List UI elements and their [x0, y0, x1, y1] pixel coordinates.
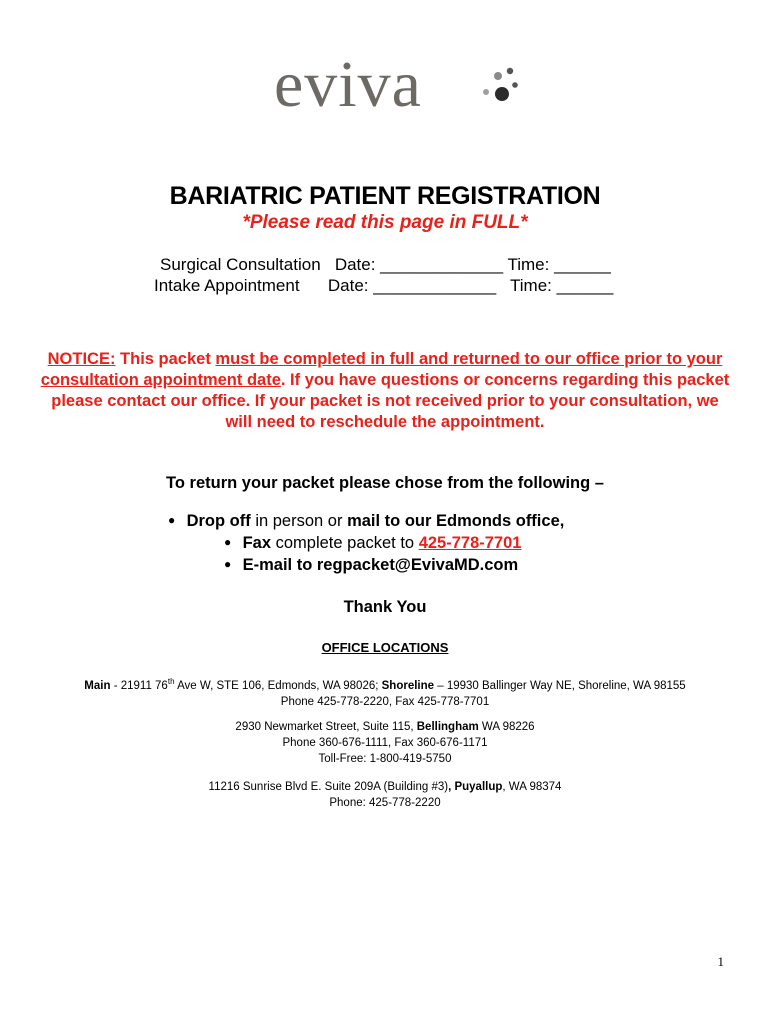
bellingham-address-a: 2930 Newmarket Street, Suite 115,	[235, 721, 417, 733]
puyallup-address	[0, 779, 770, 795]
intake-appointment-row: Intake Appointment Date: _____________ Time: ______	[154, 276, 614, 295]
puyallup-address-b: , WA 98374	[502, 781, 562, 793]
fax-label: Fax	[242, 534, 272, 552]
notice-label: NOTICE:	[47, 350, 116, 368]
main-address-sup: th	[167, 677, 175, 686]
bullet-icon: ●	[224, 557, 232, 571]
bellingham-phone: Phone 360-676-1111, Fax 360-676-1171	[282, 737, 488, 749]
puyallup-phone: Phone: 425-778-2220	[329, 797, 441, 809]
bullet-icon: ●	[168, 513, 176, 527]
email-instruction[interactable]: E-mail to regpacket@EvivaMD.com	[242, 556, 519, 574]
shoreline-label: Shoreline	[381, 679, 435, 692]
mail-label: mail to our Edmonds office,	[347, 512, 565, 530]
fax-phone-link[interactable]: 425-778-7701	[418, 534, 522, 552]
main-office-block	[0, 674, 770, 710]
bellingham-address	[0, 719, 770, 735]
puyallup-label: , Puyallup	[448, 781, 503, 793]
puyallup-office-block	[0, 779, 770, 811]
list-item	[224, 556, 518, 575]
eviva-logo	[268, 48, 528, 127]
notice-text-1: This packet	[115, 350, 216, 368]
logo-dots-icon	[468, 52, 528, 127]
notice-text-underlined: must be completed in full and returned to our office prior to your consultation appointment date	[40, 350, 723, 389]
main-office-address	[0, 674, 770, 694]
thank-you-text: Thank You	[343, 598, 427, 616]
bullet-icon: ●	[224, 535, 232, 549]
list-item	[168, 512, 564, 531]
surgical-consultation-row: Surgical Consultation Date: _____________ Time: ______	[160, 255, 611, 274]
main-office-phone: Phone 425-778-2220, Fax 425-778-7701	[280, 695, 490, 708]
page-subtitle: *Please read this page in FULL*	[242, 212, 528, 233]
bellingham-label: Bellingham	[416, 721, 479, 733]
page-title: BARIATRIC PATIENT REGISTRATION	[169, 182, 601, 210]
list-item	[224, 534, 521, 553]
shoreline-address: – 19930 Ballinger Way NE, Shoreline, WA 98155	[434, 679, 686, 692]
drop-off-text: in person or	[250, 512, 348, 530]
main-address-a: - 21911 76	[110, 679, 168, 692]
puyallup-address-a: 11216 Sunrise Blvd E. Suite 209A (Building #3)	[208, 781, 449, 793]
notice-paragraph	[40, 349, 730, 433]
bellingham-address-b: WA 98226	[478, 721, 535, 733]
logo-wordmark: eviva	[274, 48, 422, 121]
notice-text-2: . If you have questions or concerns regarding this packet please contact our office. If your packet is not received prior to your consultation, we will need to reschedule the appointment.	[51, 371, 730, 431]
office-locations-heading: OFFICE LOCATIONS	[321, 640, 449, 655]
return-instructions-heading: To return your packet please chose from the following –	[166, 474, 604, 492]
main-label: Main	[84, 679, 111, 692]
page-number: 1	[717, 954, 724, 969]
drop-off-label: Drop off	[186, 512, 251, 530]
main-address-b: Ave W, STE 106, Edmonds, WA 98026;	[174, 679, 382, 692]
bellingham-tollfree: Toll-Free: 1-800-419-5750	[318, 753, 452, 765]
bellingham-office-block	[0, 719, 770, 767]
fax-text: complete packet to	[271, 534, 419, 552]
